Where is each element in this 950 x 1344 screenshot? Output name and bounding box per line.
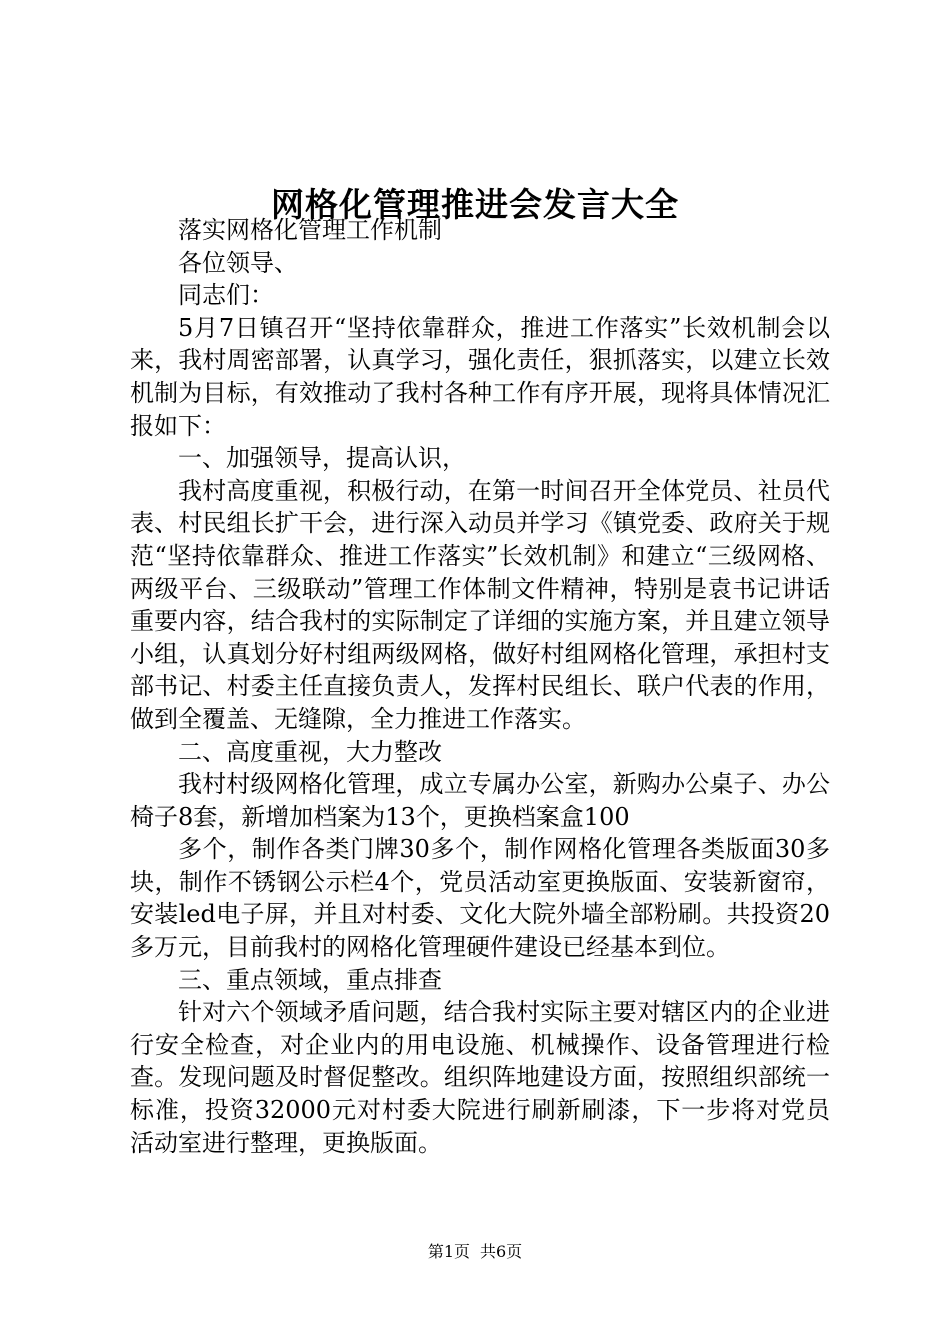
body-paragraph: 针对六个领域矛盾问题，结合我村实际主要对辖区内的企业进行安全检查，对企业内的用电设施、机械操作、设备管理进行检查。发现问题及时督促整改。组织阵地建设方面，按照组织部统一标准，投资32000元对村委大院进行刷新刷漆，下一步将对党员活动室进行整理，更换版面。 xyxy=(130,998,830,1157)
page-total: 共6页 xyxy=(480,1242,523,1261)
section-heading: 二、高度重视，大力整改 xyxy=(178,737,442,766)
body-paragraph: 我村村级网格化管理，成立专属办公室，新购办公桌子、办公椅子8套，新增加档案为13个，更换档案盒100 xyxy=(130,770,830,831)
body-paragraph: 5月7日镇召开“坚持依靠群众，推进工作落实”长效机制会以来，我村周密部署，认真学习，强化责任，狠抓落实，以建立长效机制为目标，有效推动了我村各种工作有序开展，现将具体情况汇报如下： xyxy=(130,313,830,440)
subtitle-paragraph: 落实网格化管理工作机制 xyxy=(178,216,442,244)
document-title: 网格化管理推进会发言大全 xyxy=(271,185,679,224)
body-paragraph: 我村高度重视，积极行动，在第一时间召开全体党员、社员代表、村民组长扩干会，进行深入动员并学习《镇党委、政府关于规范“坚持依靠群众、推进工作落实”长效机制》和建立“三级网格、两级平台、三级联动”管理工作体制文件精神，特别是袁书记讲话重要内容，结合我村的实际制定了详细的实施方案，并且建立领导小组，认真划分好村组两级网格，做好村组网格化管理，承担村支部书记、村委主任直接负责人，发挥村民组长、联户代表的作用，做到全覆盖、无缝隙，全力推进工作落实。 xyxy=(130,476,830,733)
body-paragraph: 多个，制作各类门牌30多个，制作网格化管理各类版面30多块，制作不锈钢公示栏4个，党员活动室更换版面、安装新窗帘，安装led电子屏，并且对村委、文化大院外墙全部粉刷。共投资20多万元，目前我村的网格化管理硬件建设已经基本到位。 xyxy=(130,835,830,962)
salutation-line: 同志们： xyxy=(178,281,274,310)
section-heading: 一、加强领导，提高认识， xyxy=(178,444,466,473)
section-heading: 三、重点领域，重点排查 xyxy=(178,965,442,994)
document-body xyxy=(130,214,830,1159)
page-number: 第1页 xyxy=(427,1242,470,1261)
salutation-line: 各位领导、 xyxy=(178,248,298,277)
page-footer xyxy=(0,1240,950,1264)
